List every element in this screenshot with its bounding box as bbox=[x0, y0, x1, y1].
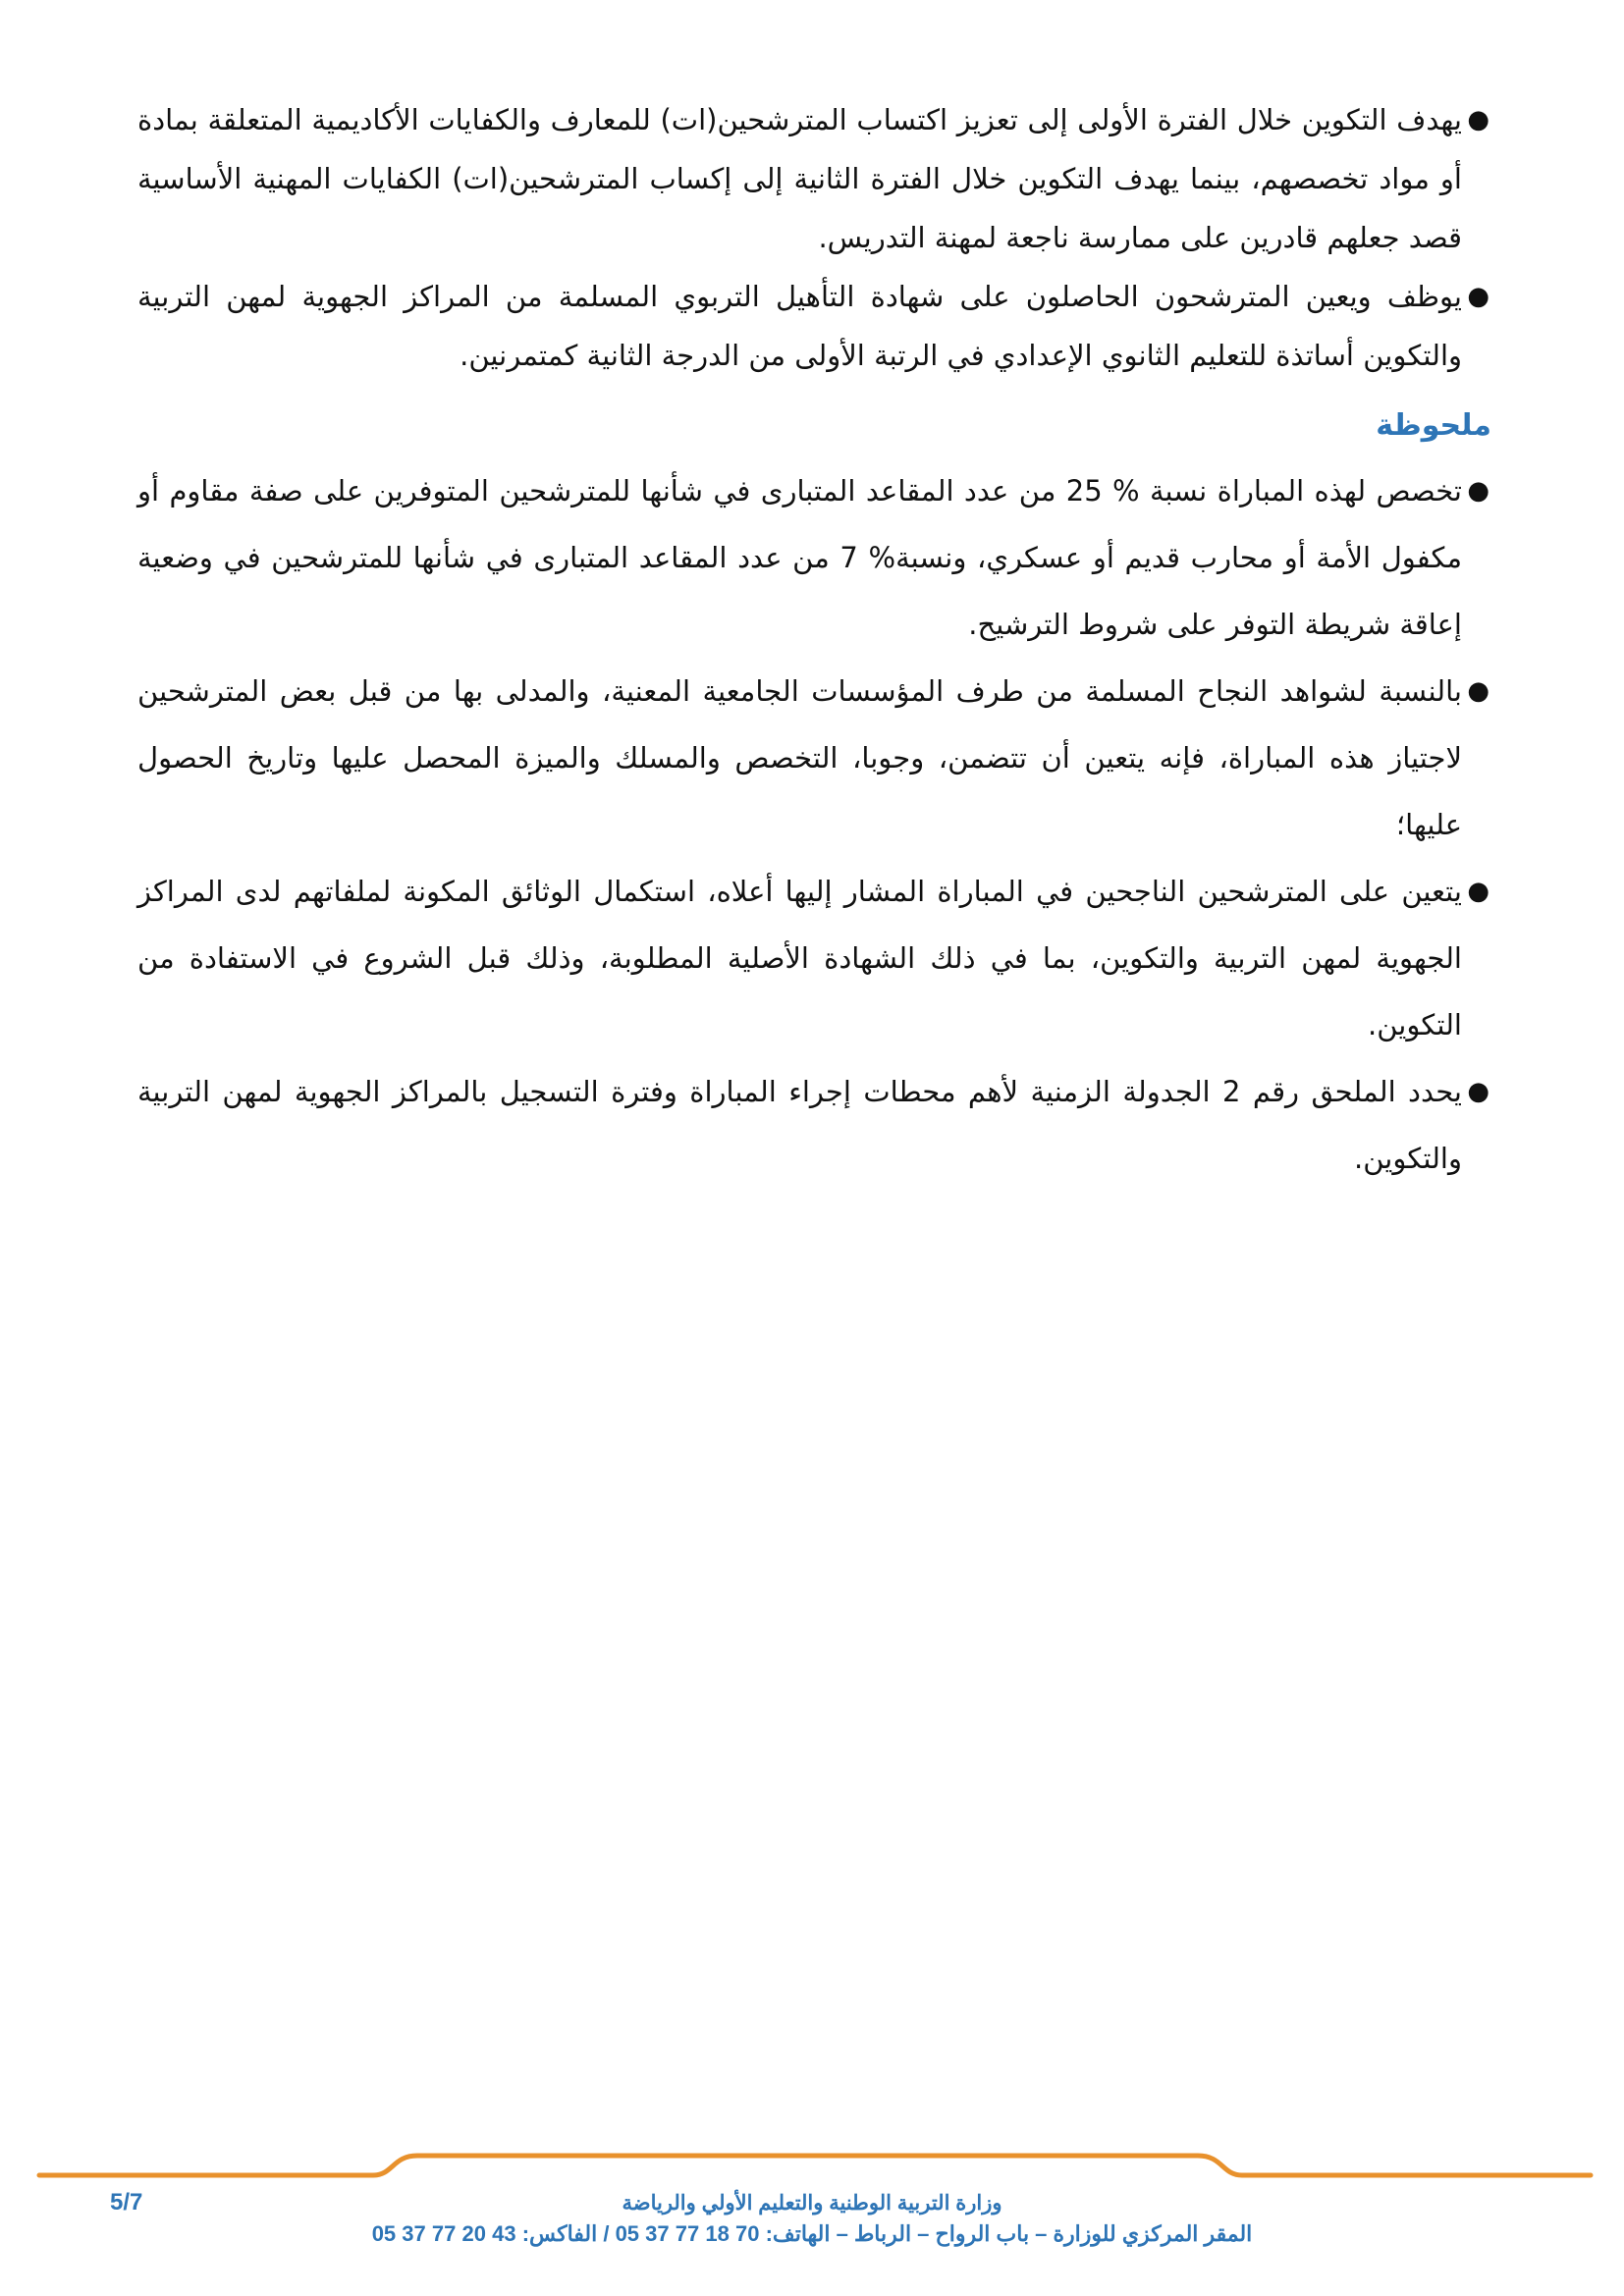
bullet-icon: ● bbox=[1467, 1077, 1489, 1106]
list-item-text: بالنسبة لشواهد النجاح المسلمة من طرف المؤسسات الجامعية المعنية، والمدلى بها من قبل بعض المترشحين لاجتياز هذه المباراة، فإنه يتعين أن تتضمن، وجوبا، التخصص والمسلك والميزة المحصل عليها وتاريخ الحصول عليها؛ bbox=[137, 674, 1462, 841]
list-item-text: يتعين على المترشحين الناجحين في المباراة المشار إليها أعلاه، استكمال الوثائق المكونة لملفاتهم لدى المراكز الجهوية لمهن التربية والتكوين، بما في ذلك الشهادة الأصلية المطلوبة، وذلك قبل الشروع في الاستفادة من التكوين. bbox=[137, 875, 1462, 1041]
bullet-icon: ● bbox=[1467, 476, 1489, 506]
page-content bbox=[137, 90, 1491, 1192]
footer-address: المقر المركزي للوزارة – باب الرواح – الرباط – الهاتف: 70 18 77 37 05 / الفاكس: 43 20 77 37 05 bbox=[371, 2221, 1253, 2246]
bullet-icon: ● bbox=[1467, 282, 1489, 311]
bullet-icon: ● bbox=[1467, 676, 1489, 706]
bullet-icon: ● bbox=[1467, 877, 1489, 906]
list-item-text: تخصص لهذه المباراة نسبة % 25 من عدد المقاعد المتبارى في شأنها للمترشحين المتوفرين على صفة مقاوم أو مكفول الأمة أو محارب قديم أو عسكري، ونسبة% 7 من عدد المقاعد المتبارى في شأنها للمترشحين في وضعية إعاقة شريطة التوفر على شروط الترشيح. bbox=[137, 474, 1462, 641]
footer-ministry-name: وزارة التربية الوطنية والتعليم الأولي والرياضة bbox=[622, 2192, 1002, 2215]
list-item bbox=[137, 90, 1491, 267]
list-item bbox=[137, 658, 1491, 858]
list-item bbox=[137, 858, 1491, 1058]
page-footer bbox=[0, 2140, 1624, 2296]
list-item-text: يهدف التكوين خلال الفترة الأولى إلى تعزيز اكتساب المترشحين(ات) للمعارف والكفايات الأكاديمية المتعلقة بمادة أو مواد تخصصهم، بينما يهدف التكوين خلال الفترة الثانية إلى إكساب المترشحين(ات) الكفايات المهنية الأساسية قصد جعلهم قادرين على ممارسة ناجعة لمهنة التدريس. bbox=[137, 103, 1462, 254]
list-item bbox=[137, 457, 1491, 658]
list-item bbox=[137, 1058, 1491, 1192]
bullet-icon: ● bbox=[1467, 105, 1489, 134]
note-list bbox=[137, 457, 1491, 1192]
page-number: 5/7 bbox=[110, 2189, 143, 2216]
list-item-text: يحدد الملحق رقم 2 الجدولة الزمنية لأهم محطات إجراء المباراة وفترة التسجيل بالمراكز الجهوية لمهن التربية والتكوين. bbox=[137, 1075, 1462, 1175]
note-title: ملحوظة bbox=[1376, 408, 1491, 443]
list-item-text: يوظف ويعين المترشحون الحاصلون على شهادة التأهيل التربوي المسلمة من المراكز الجهوية لمهن التربية والتكوين أساتذة للتعليم الثانوي الإعدادي في الرتبة الأولى من الدرجة الثانية كمتمرنين. bbox=[137, 280, 1462, 372]
list-item bbox=[137, 267, 1491, 385]
footer-divider-line bbox=[0, 2140, 1624, 2199]
intro-list bbox=[137, 90, 1491, 385]
